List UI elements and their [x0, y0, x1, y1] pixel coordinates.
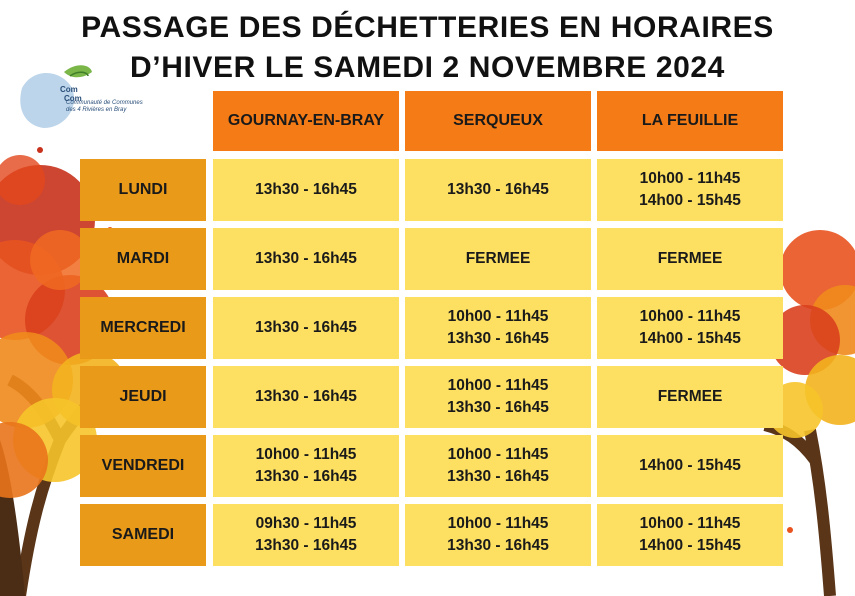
logo-mark-line2: Com [64, 94, 82, 103]
logo-mark-line1: Com [60, 85, 78, 94]
schedule-cell [405, 504, 591, 566]
time-slot: 13h30 - 16h45 [255, 250, 357, 267]
logo-caption [66, 100, 156, 114]
schedule-cell [597, 228, 783, 290]
time-slot: 10h00 - 11h45 [447, 515, 549, 532]
time-slot: 13h30 - 16h45 [447, 330, 549, 347]
time-slot: 13h30 - 16h45 [255, 388, 357, 405]
schedule-cell [597, 297, 783, 359]
day-label: MARDI [80, 228, 206, 290]
time-slot: 14h00 - 15h45 [639, 192, 741, 209]
schedule-cell [213, 228, 399, 290]
column-header: GOURNAY-EN-BRAY [213, 91, 399, 151]
time-slot: 13h30 - 16h45 [255, 468, 357, 485]
time-slot: FERMEE [465, 250, 531, 267]
time-slot: 10h00 - 11h45 [639, 308, 741, 325]
schedule-cell [597, 159, 783, 221]
day-label: SAMEDI [80, 504, 206, 566]
schedule-cell [405, 435, 591, 497]
time-slot: 13h30 - 16h45 [447, 468, 549, 485]
time-slot: 10h00 - 11h45 [447, 377, 549, 394]
schedule-cell [597, 504, 783, 566]
page-title [0, 8, 855, 88]
time-slot: 13h30 - 16h45 [447, 537, 549, 554]
schedule-cell [213, 297, 399, 359]
time-slot: 13h30 - 16h45 [447, 399, 549, 416]
time-slot: 14h00 - 15h45 [639, 457, 741, 474]
time-slot: 14h00 - 15h45 [639, 330, 741, 347]
time-slot: 10h00 - 11h45 [447, 446, 549, 463]
time-slot: 13h30 - 16h45 [255, 319, 357, 336]
schedule-cell [597, 366, 783, 428]
title-line-2: D’HIVER LE SAMEDI 2 NOVEMBRE 2024 [130, 51, 725, 84]
time-slot: FERMEE [657, 250, 723, 267]
column-header: LA FEUILLIE [597, 91, 783, 151]
title-line-1: PASSAGE DES DÉCHETTERIES EN HORAIRES [81, 11, 774, 44]
time-slot: 09h30 - 11h45 [255, 515, 357, 532]
day-label: JEUDI [80, 366, 206, 428]
column-header: SERQUEUX [405, 91, 591, 151]
time-slot: 14h00 - 15h45 [639, 537, 741, 554]
schedule-cell [213, 504, 399, 566]
time-slot: FERMEE [657, 388, 723, 405]
day-label: VENDREDI [80, 435, 206, 497]
time-slot: 13h30 - 16h45 [447, 181, 549, 198]
schedule-cell [213, 159, 399, 221]
schedule-cell [597, 435, 783, 497]
schedule-cell [405, 366, 591, 428]
logo-caption-line1: Communauté de Communes [66, 100, 143, 106]
time-slot: 13h30 - 16h45 [255, 181, 357, 198]
schedule-cell [405, 159, 591, 221]
schedule-cell [213, 366, 399, 428]
time-slot: 10h00 - 11h45 [447, 308, 549, 325]
logo-caption-line2: des 4 Rivières en Bray [66, 107, 127, 113]
time-slot: 10h00 - 11h45 [255, 446, 357, 463]
schedule-cell [405, 297, 591, 359]
time-slot: 13h30 - 16h45 [255, 537, 357, 554]
day-label: LUNDI [80, 159, 206, 221]
time-slot: 10h00 - 11h45 [639, 170, 741, 187]
schedule-cell [405, 228, 591, 290]
time-slot: 10h00 - 11h45 [639, 515, 741, 532]
schedule-cell [213, 435, 399, 497]
day-label: MERCREDI [80, 297, 206, 359]
